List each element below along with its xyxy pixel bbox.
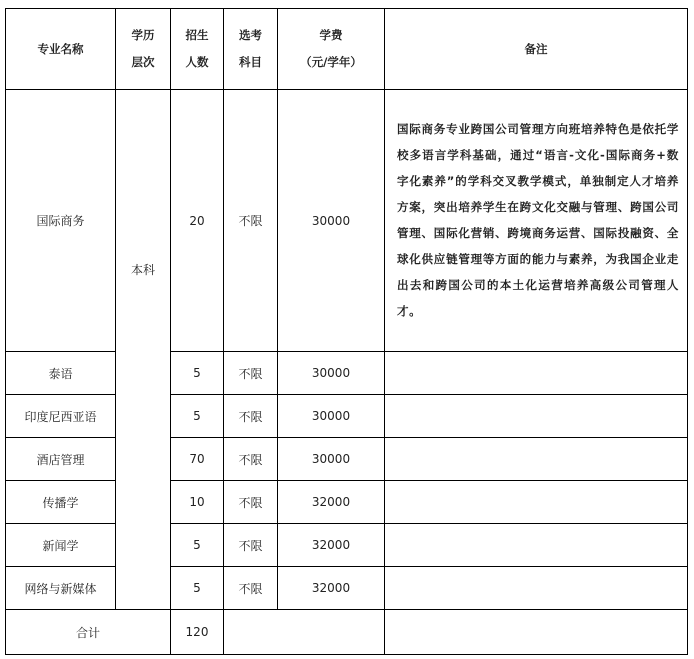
header-fee-line2: （元/学年） <box>300 55 362 69</box>
table-row <box>6 524 688 567</box>
header-subject <box>224 9 278 90</box>
table-row <box>6 352 688 395</box>
header-row <box>6 9 688 90</box>
fee-cell: 32000 <box>278 567 385 610</box>
major-cell: 国际商务 <box>6 90 116 352</box>
total-quota: 120 <box>171 610 224 655</box>
remark-cell <box>385 481 688 524</box>
quota-cell: 5 <box>171 395 224 438</box>
fee-cell: 30000 <box>278 352 385 395</box>
quota-cell: 70 <box>171 438 224 481</box>
remark-cell <box>385 90 688 352</box>
major-cell: 印度尼西亚语 <box>6 395 116 438</box>
major-cell: 新闻学 <box>6 524 116 567</box>
subject-cell: 不限 <box>224 90 278 352</box>
header-degree-line2: 层次 <box>131 55 155 69</box>
total-remark-cell <box>385 610 688 655</box>
header-degree-level <box>116 9 171 90</box>
table-row <box>6 567 688 610</box>
remark-cell <box>385 352 688 395</box>
remark-cell <box>385 567 688 610</box>
total-row <box>6 610 688 655</box>
subject-cell: 不限 <box>224 352 278 395</box>
quota-cell: 5 <box>171 352 224 395</box>
subject-cell: 不限 <box>224 395 278 438</box>
total-empty-cell <box>224 610 385 655</box>
table-row <box>6 438 688 481</box>
remark-cell <box>385 524 688 567</box>
quota-cell: 5 <box>171 567 224 610</box>
header-degree-line1: 学历 <box>131 28 155 42</box>
table-row <box>6 395 688 438</box>
total-label: 合计 <box>6 610 171 655</box>
subject-cell: 不限 <box>224 567 278 610</box>
remark-text: 国际商务专业跨国公司管理方向班培养特色是依托学校多语言学科基础，通过“语言-文化-国际商务+数字化素养”的学科交叉教学模式，单独制定人才培养方案，突出培养学生在跨文化交融与管理、跨国公司管理、国际化营销、跨境商务运营、国际投融资、全球化供应链管理等方面的能力与素养，为我国企业走出去和跨国公司的本土化运营培养高级公司管理人才。 <box>397 121 679 318</box>
fee-cell: 32000 <box>278 481 385 524</box>
header-quota-line2: 人数 <box>185 55 209 69</box>
quota-cell: 10 <box>171 481 224 524</box>
header-fee <box>278 9 385 90</box>
header-quota <box>171 9 224 90</box>
fee-cell: 32000 <box>278 524 385 567</box>
subject-cell: 不限 <box>224 438 278 481</box>
degree-level-cell <box>116 90 171 610</box>
remark-cell <box>385 395 688 438</box>
remark-cell <box>385 438 688 481</box>
header-fee-line1: 学费 <box>319 28 343 42</box>
quota-cell: 20 <box>171 90 224 352</box>
table-row <box>6 90 688 352</box>
subject-cell: 不限 <box>224 524 278 567</box>
header-subject-line2: 科目 <box>239 55 262 69</box>
fee-cell: 30000 <box>278 395 385 438</box>
header-major-name: 专业名称 <box>6 9 116 90</box>
table-row <box>6 481 688 524</box>
subject-cell: 不限 <box>224 481 278 524</box>
major-cell: 酒店管理 <box>6 438 116 481</box>
header-quota-line1: 招生 <box>185 28 209 42</box>
header-remarks: 备注 <box>385 9 688 90</box>
header-subject-line1: 选考 <box>239 28 262 42</box>
major-cell: 传播学 <box>6 481 116 524</box>
major-cell: 泰语 <box>6 352 116 395</box>
enrollment-table <box>5 8 688 655</box>
degree-level-text: 本科 <box>130 263 155 277</box>
fee-cell: 30000 <box>278 438 385 481</box>
fee-cell: 30000 <box>278 90 385 352</box>
major-cell: 网络与新媒体 <box>6 567 116 610</box>
quota-cell: 5 <box>171 524 224 567</box>
